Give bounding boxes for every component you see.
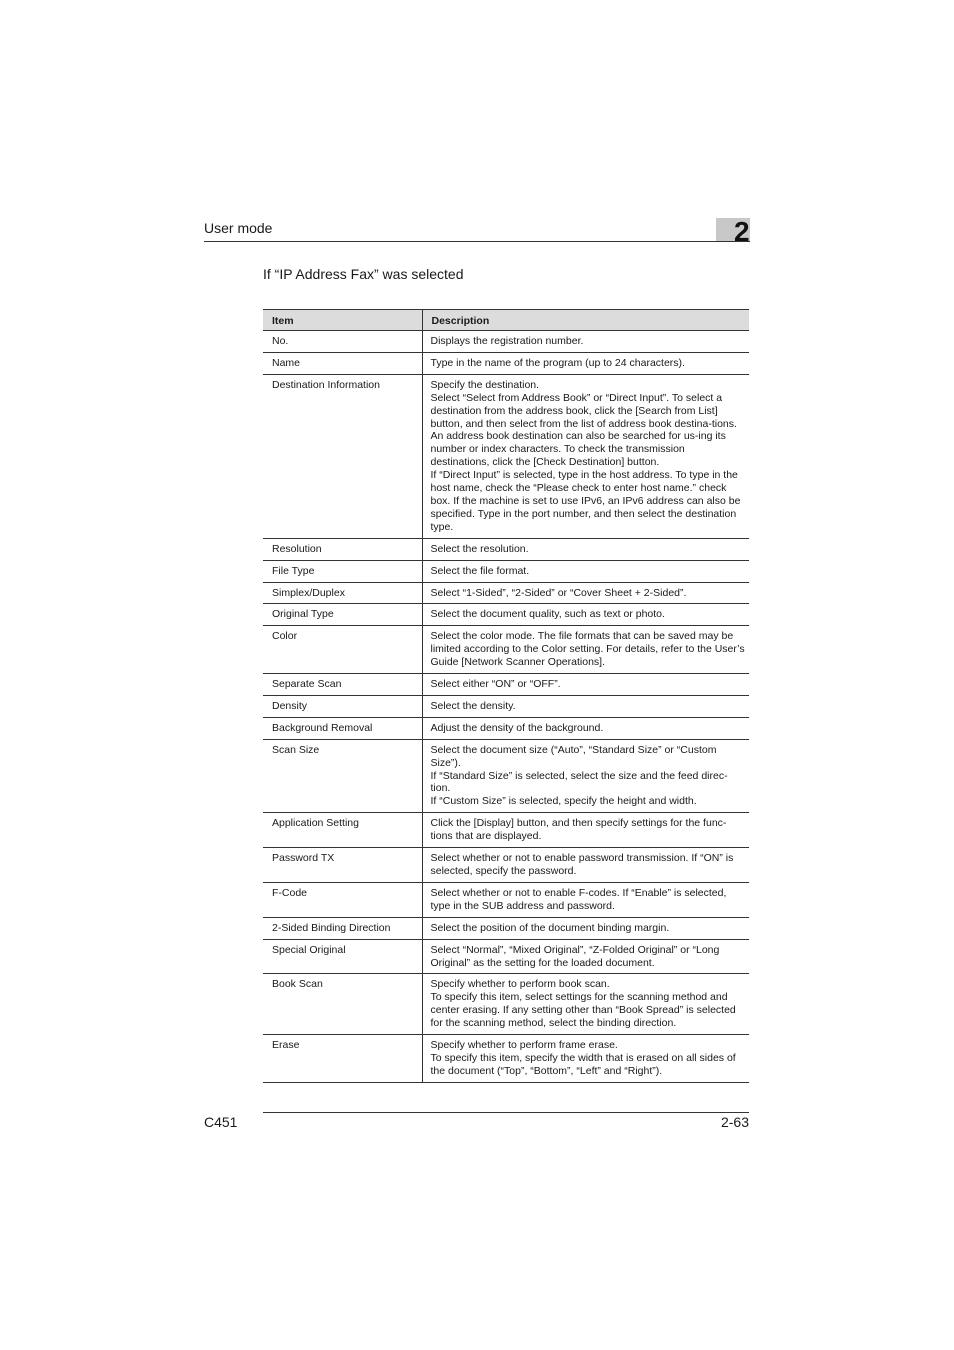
description-text: Select either “ON” or “OFF”. — [430, 678, 561, 691]
description-cell — [422, 582, 749, 604]
description-cell — [422, 674, 749, 696]
footer-model: C451 — [204, 1114, 238, 1130]
description-text: Adjust the density of the background. — [430, 721, 604, 734]
table-row — [263, 582, 749, 604]
column-header-description: Description — [422, 310, 749, 331]
description-cell — [422, 560, 749, 582]
description-text: Select the position of the document binding margin. — [430, 921, 670, 934]
table-row — [263, 939, 749, 974]
table-row — [263, 882, 749, 917]
description-cell — [422, 695, 749, 717]
item-cell: Book Scan — [263, 974, 422, 1035]
item-cell: Destination Information — [263, 374, 422, 538]
item-cell: Original Type — [263, 604, 422, 626]
description-text: Select the resolution. — [430, 542, 529, 555]
table-row — [263, 1035, 749, 1083]
description-cell — [422, 604, 749, 626]
description-cell — [422, 626, 749, 674]
description-cell — [422, 974, 749, 1035]
item-cell: Separate Scan — [263, 674, 422, 696]
item-cell: Application Setting — [263, 813, 422, 848]
description-cell — [422, 739, 749, 813]
description-text: Specify whether to perform book scan. To specify this item, select settings for the scanning method and center erasing. If any setting other than “Book Spread” is selected for the scanning method, select the binding direction. — [430, 978, 736, 1030]
description-text: Select “1-Sided”, “2-Sided” or “Cover Sheet + 2-Sided”. — [430, 586, 687, 599]
description-cell — [422, 917, 749, 939]
description-cell — [422, 538, 749, 560]
description-cell — [422, 848, 749, 883]
description-text: Displays the registration number. — [430, 335, 584, 347]
table-row — [263, 538, 749, 560]
description-cell — [422, 882, 749, 917]
column-header-item: Item — [263, 310, 422, 331]
description-text: Select the document quality, such as text or photo. — [430, 608, 665, 621]
item-cell: No. — [263, 331, 422, 353]
table-header-row — [263, 310, 749, 331]
item-cell: 2-Sided Binding Direction — [263, 917, 422, 939]
description-cell — [422, 331, 749, 353]
section-heading: If “IP Address Fax” was selected — [263, 266, 464, 282]
table-row — [263, 848, 749, 883]
description-cell — [422, 1035, 749, 1083]
description-text: Select the file format. — [430, 564, 530, 577]
item-cell: Scan Size — [263, 739, 422, 813]
table-row — [263, 813, 749, 848]
description-text: Type in the name of the program (up to 24 characters). — [430, 356, 685, 369]
description-text: Select whether or not to enable password transmission. If “ON” is selected, specify the password. — [430, 852, 734, 877]
description-cell — [422, 939, 749, 974]
description-text: Click the [Display] button, and then specify settings for the func-tions that are displayed. — [430, 817, 727, 843]
item-cell: Density — [263, 695, 422, 717]
settings-table — [263, 309, 749, 1083]
description-cell — [422, 717, 749, 739]
item-cell: Color — [263, 626, 422, 674]
description-text: Specify the destination. Select “Select from Address Book” or “Direct Input”. To select a destination from the address book, click the [Search from List] button, and then select from the list of address book destina-tions. An address book destination can also be searched for us-ing its number or index characters. To check the transmission destinations, click the [Check Destination] button. If “Direct Input” is selected, type in the host address. To type in the host name, check the “Please check to enter host name.” check box. If the machine is set to use IPv6, an IPv6 address can also be specified. Type in the port number, and then select the destination type. — [430, 378, 741, 533]
item-cell: Background Removal — [263, 717, 422, 739]
item-cell: Special Original — [263, 939, 422, 974]
table-row — [263, 917, 749, 939]
table-row — [263, 674, 749, 696]
description-cell — [422, 352, 749, 374]
description-text: Specify whether to perform frame erase. To specify this item, specify the width that is erased on all sides of the document (“Top”, “Bottom”, “Left” and “Right”). — [430, 1039, 736, 1077]
description-cell — [422, 374, 749, 538]
item-cell: Resolution — [263, 538, 422, 560]
table-body — [263, 331, 749, 1083]
table-row — [263, 974, 749, 1035]
table-row — [263, 374, 749, 538]
description-text: Select the density. — [430, 699, 516, 712]
table-row — [263, 717, 749, 739]
table-row — [263, 695, 749, 717]
footer-divider — [263, 1112, 749, 1113]
description-text: Select the document size (“Auto”, “Standard Size” or “Custom Size”). If “Standard Size” is selected, select the size and the feed direc-tion. If “Custom Size” is selected, specify the height and width. — [430, 743, 728, 808]
description-cell — [422, 813, 749, 848]
table-row — [263, 739, 749, 813]
item-cell: Name — [263, 352, 422, 374]
table-row — [263, 560, 749, 582]
item-cell: F-Code — [263, 882, 422, 917]
running-header-title: User mode — [204, 220, 273, 236]
settings-table-container — [263, 309, 749, 1083]
description-text: Select “Normal”, “Mixed Original”, “Z-Folded Original” or “Long Original” as the setting for the loaded document. — [430, 943, 720, 969]
table-row — [263, 604, 749, 626]
table-row — [263, 626, 749, 674]
footer-page-number: 2-63 — [720, 1114, 749, 1130]
header-divider — [204, 241, 750, 242]
description-text: Select whether or not to enable F-codes. If “Enable” is selected, type in the SUB address and password. — [430, 886, 727, 912]
item-cell: Erase — [263, 1035, 422, 1083]
chapter-number: 2 — [734, 216, 750, 247]
item-cell: Password TX — [263, 848, 422, 883]
description-text: Select the color mode. The file formats that can be saved may be limited according to the Color setting. For details, refer to the User’s Guide [Network Scanner Operations]. — [430, 630, 745, 669]
item-cell: Simplex/Duplex — [263, 582, 422, 604]
table-row — [263, 352, 749, 374]
item-cell: File Type — [263, 560, 422, 582]
table-row — [263, 331, 749, 353]
